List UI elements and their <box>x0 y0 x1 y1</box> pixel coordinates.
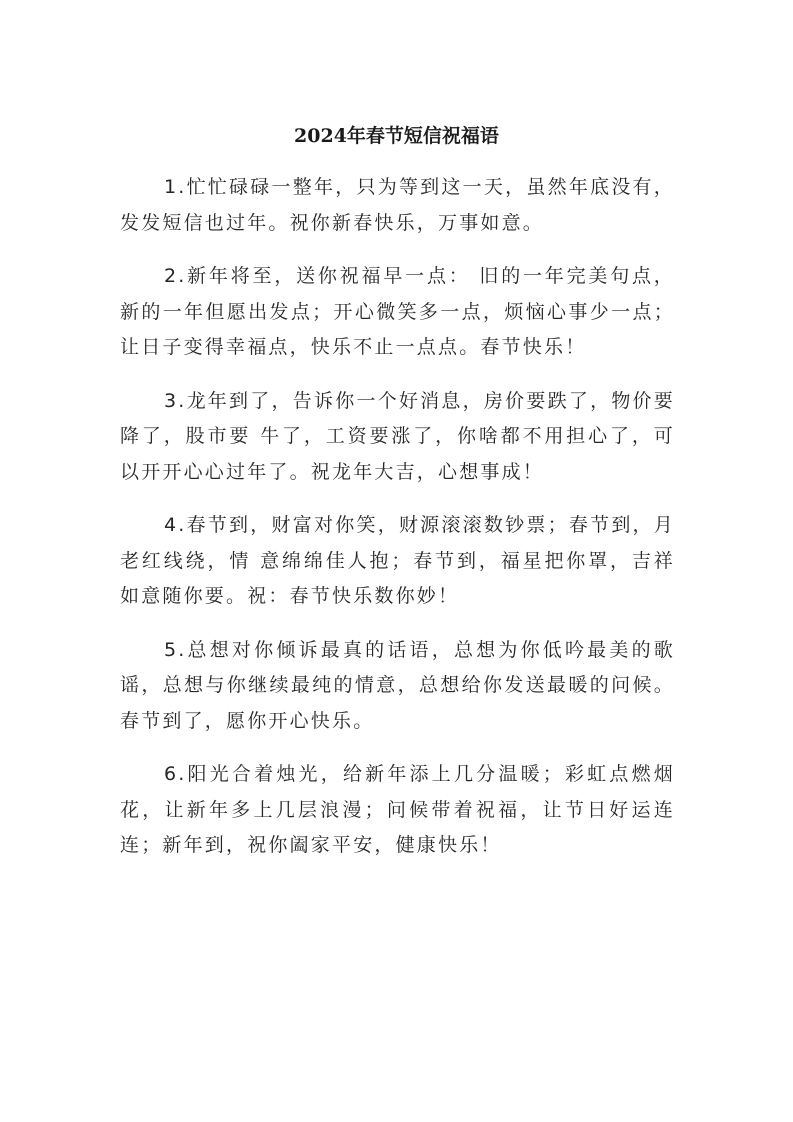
paragraph-4: 4.春节到，财富对你笑，财源滚滚数钞票；春节到，月老红线绕，情 意绵绵佳人抱；春节到，福星把你罩，吉祥如意随你要。祝：春节快乐数你妙！ <box>120 514 675 607</box>
document-body <box>120 170 675 882</box>
document-title: 2024年春节短信祝福语 <box>294 125 499 147</box>
paragraph-2: 2.新年将至，送你祝福早一点： 旧的一年完美句点，新的一年但愿出发点；开心微笑多一点，烦恼心事少一点；让日子变得幸福点，快乐不止一点点。春节快乐！ <box>120 265 675 358</box>
paragraph-3: 3.龙年到了，告诉你一个好消息，房价要跌了，物价要降了，股市要 牛了，工资要涨了，你啥都不用担心了，可以开开心心过年了。祝龙年大吉，心想事成！ <box>120 389 675 483</box>
paragraph-5: 5.总想对你倾诉最真的话语，总想为你低吟最美的歌谣，总想与你继续最纯的情意，总想给你发送最暖的问候。春节到了，愿你开心快乐。 <box>120 638 675 732</box>
paragraph-1: 1.忙忙碌碌一整年，只为等到这一天，虽然年底没有，发发短信也过年。祝你新春快乐，万事如意。 <box>120 176 675 234</box>
paragraph-6: 6.阳光合着烛光，给新年添上几分温暖；彩虹点燃烟花，让新年多上几层浪漫；问候带着祝福，让节日好运连连；新年到，祝你阖家平安，健康快乐！ <box>120 763 675 856</box>
